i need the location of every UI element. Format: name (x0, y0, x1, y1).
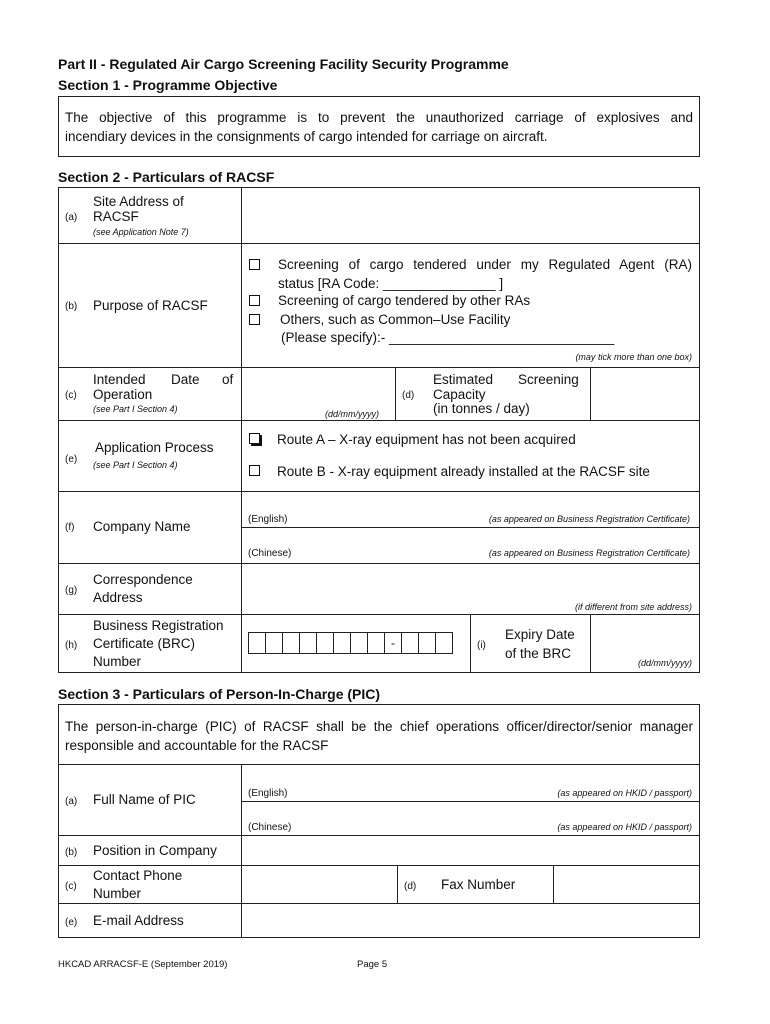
brc-digit-box[interactable] (401, 632, 419, 654)
company-name-label: Company Name (93, 519, 191, 534)
row-g-letter: (g) (65, 585, 78, 596)
brc-number-boxes[interactable] (248, 632, 458, 654)
route-b-label: Route B - X-ray equipment already installed at the RACSF site (277, 464, 650, 479)
route-b-checkbox[interactable] (249, 465, 260, 476)
section3-intro-line2: responsible and accountable for the RACSF (65, 738, 329, 753)
section1-title: Section 1 - Programme Objective (58, 77, 278, 93)
company-name-chinese-label: (Chinese) (248, 548, 292, 559)
brc-digit-box[interactable] (435, 632, 453, 654)
row-a-letter: (a) (65, 212, 78, 223)
capacity-label-line3: (in tonnes / day) (433, 401, 530, 416)
purpose-label: Purpose of RACSF (93, 298, 208, 313)
pic-name-english-note: (as appeared on HKID / passport) (557, 788, 692, 798)
pic-name-english-label: (English) (248, 788, 288, 799)
brc-digit-box[interactable] (282, 632, 300, 654)
purpose-option3-line2: (Please specify):- ______________________________ (281, 330, 615, 345)
purpose-other-ras-checkbox[interactable] (249, 295, 260, 306)
brc-digit-box[interactable] (316, 632, 334, 654)
brc-digit-box[interactable] (367, 632, 385, 654)
intended-date-hint: (dd/mm/yyyy) (325, 409, 379, 419)
pic-email-field[interactable] (243, 905, 698, 937)
purpose-option1-line1: Screening of cargo tendered under my Regulated Agent (RA) (278, 257, 692, 272)
intended-date-label-w1: Intended (93, 372, 146, 387)
intended-date-label-w2: Date (171, 372, 200, 387)
site-address-label-line2: RACSF (93, 209, 139, 224)
capacity-field[interactable] (592, 369, 698, 419)
correspondence-note: (if different from site address) (574, 602, 692, 612)
company-name-english-label: (English) (248, 514, 288, 525)
pic-position-label: Position in Company (93, 843, 217, 858)
capacity-label-line2: Capacity (433, 387, 486, 402)
brc-expiry-hint: (dd/mm/yyyy) (638, 658, 692, 668)
pic-email-label: E-mail Address (93, 913, 184, 928)
site-address-note: (see Application Note 7) (93, 227, 189, 237)
intended-date-label-w3: of (222, 372, 234, 387)
section2-title: Section 2 - Particulars of RACSF (58, 169, 275, 185)
brc-digit-box[interactable] (265, 632, 283, 654)
pic-phone-label-line2: Number (93, 886, 142, 901)
intended-date-label-line2: Operation (93, 387, 153, 402)
pic-fax-field[interactable] (555, 867, 698, 902)
brc-expiry-label-line1: Expiry Date (505, 627, 575, 642)
pic-row-b-letter: (b) (65, 847, 78, 858)
part-title: Part II - Regulated Air Cargo Screening Facility Security Programme (58, 56, 509, 72)
row-i-letter: (i) (477, 640, 486, 651)
company-name-english-note: (as appeared on Business Registration Certificate) (488, 514, 690, 524)
section1-box (58, 96, 700, 157)
brc-digit-box[interactable] (248, 632, 266, 654)
pic-name-chinese-field[interactable] (243, 803, 698, 834)
capacity-label-w1: Estimated (433, 372, 494, 387)
purpose-others-checkbox[interactable] (249, 314, 260, 325)
row-c-letter: (c) (65, 390, 77, 401)
brc-digit-box[interactable] (333, 632, 351, 654)
purpose-option3-line1: Others, such as Common–Use Facility (280, 312, 511, 327)
pic-row-c-letter: (c) (65, 881, 77, 892)
application-process-label: Application Process (95, 440, 214, 455)
intended-date-note: (see Part I Section 4) (93, 404, 178, 414)
brc-label-line1: Business Registration (93, 618, 224, 633)
row-e-letter: (e) (65, 454, 78, 465)
row-h-letter: (h) (65, 640, 78, 651)
purpose-option1-line2: status [RA Code: _______________ ] (278, 276, 504, 291)
row-b-letter: (b) (65, 301, 78, 312)
pic-position-field[interactable] (243, 837, 698, 864)
route-a-checkbox[interactable] (249, 433, 260, 444)
company-name-chinese-note: (as appeared on Business Registration Certificate) (488, 548, 690, 558)
pic-phone-label-line1: Contact Phone (93, 868, 183, 883)
brc-expiry-label-line2: of the BRC (505, 646, 572, 661)
site-address-field[interactable] (243, 189, 698, 242)
pic-row-d-letter: (d) (404, 881, 417, 892)
brc-dash: - (384, 632, 402, 654)
application-process-note: (see Part I Section 4) (93, 460, 178, 470)
correspondence-label-line1: Correspondence (93, 572, 193, 587)
brc-label-line2: Certificate (BRC) (93, 636, 196, 651)
pic-fax-label: Fax Number (441, 877, 516, 892)
pic-row-a-letter: (a) (65, 796, 78, 807)
section3-title: Section 3 - Particulars of Person-In-Charge (PIC) (58, 686, 381, 702)
pic-row-e-letter: (e) (65, 917, 78, 928)
pic-name-label: Full Name of PIC (93, 792, 196, 807)
section1-text-line2: incendiary devices in the consignments of cargo intended for carriage on aircraft. (65, 129, 548, 144)
purpose-note: (may tick more than one box) (575, 352, 692, 362)
section3-intro-line1: The person-in-charge (PIC) of RACSF shall be the chief operations officer/director/senior manager (65, 719, 693, 734)
purpose-option2: Screening of cargo tendered by other RAs (278, 293, 531, 308)
row-f-letter: (f) (65, 522, 75, 533)
row-d-letter: (d) (402, 390, 415, 401)
brc-digit-box[interactable] (299, 632, 317, 654)
pic-name-chinese-note: (as appeared on HKID / passport) (557, 822, 692, 832)
brc-digit-box[interactable] (350, 632, 368, 654)
pic-name-english-field[interactable] (243, 766, 698, 800)
section1-text-line1: The objective of this programme is to prevent the unauthorized carriage of explosives and (65, 110, 693, 125)
company-name-english-field[interactable] (243, 493, 698, 526)
footer-form-id: HKCAD ARRACSF-E (September 2019) (58, 959, 228, 970)
pic-phone-field[interactable] (243, 867, 396, 902)
correspondence-label-line2: Address (93, 590, 143, 605)
site-address-label-line1: Site Address of (93, 194, 184, 209)
pic-name-chinese-label: (Chinese) (248, 822, 292, 833)
route-a-label: Route A – X-ray equipment has not been acquired (277, 432, 576, 447)
brc-digit-box[interactable] (418, 632, 436, 654)
company-name-chinese-field[interactable] (243, 529, 698, 562)
footer-page-number: Page 5 (357, 959, 388, 970)
capacity-label-w2: Screening (518, 372, 579, 387)
brc-label-line3: Number (93, 654, 142, 669)
purpose-own-ra-checkbox[interactable] (249, 259, 260, 270)
